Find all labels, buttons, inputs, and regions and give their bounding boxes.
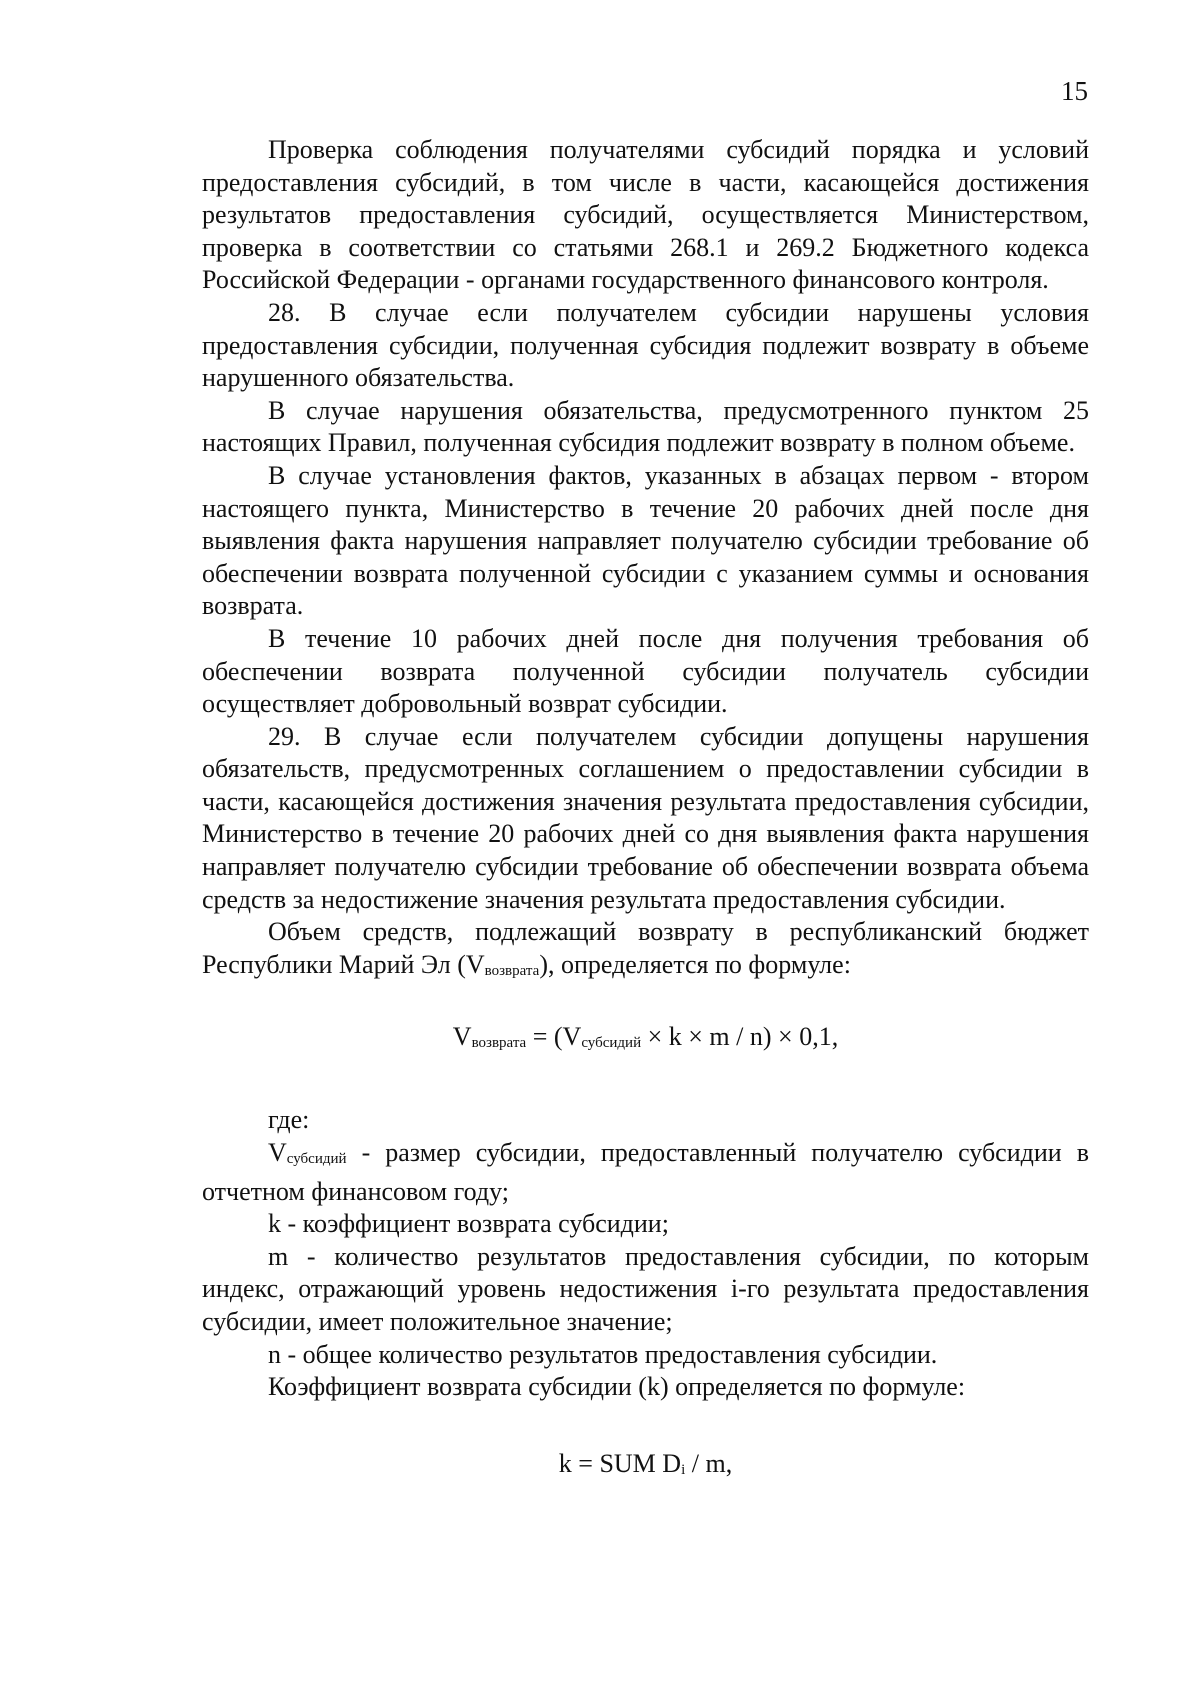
paragraph-item-28: 28. В случае если получателем субсидии нарушены условия предоставления субсидии, полученная субсидия подлежит возврату в объеме нарушенного обязательства. [202,297,1089,393]
paragraph-requirement-notice: В случае установления фактов, указанных в абзацах первом - втором настоящего пункта, Министерство в течение 20 рабочих дней после дня выявления факта нарушения направляет получателю субсидии требование об обеспечении возврата полученной субсидии с указанием суммы и основания возврата. [202,460,1089,621]
formula-symbol: V [268,1138,287,1168]
subscript: субсидий [286,1151,347,1168]
where-label: где: [268,1105,310,1135]
definition-text: - размер субсидии, предоставленный получателю субсидии в отчетном финансовом году; [202,1138,1089,1206]
text-segment: Объем средств, подлежащий возврату в республиканский бюджет Республики Марий Эл (V [202,917,1089,979]
definition-n: n - общее количество результатов предоставления субсидии. [268,1339,938,1369]
subscript: возврата [471,1035,527,1052]
formula-text: / m, [685,1448,733,1478]
paragraph-voluntary-return: В течение 10 рабочих дней после дня получения требования об обеспечении возврата полученной субсидии получатель субсидии осуществляет добровольный возврат субсидии. [202,623,1089,719]
paragraph-coefficient: Коэффициент возврата субсидии (k) определяется по формуле: [268,1372,966,1402]
subscript: i [681,1461,686,1478]
page-number: 15 [1061,76,1088,106]
paragraph-inspection: Проверка соблюдения получателями субсидий порядка и условий предоставления субсидий, в том числе в части, касающейся достижения результатов предоставления субсидий, осуществляется Министерством, проверка в соответствии со статьями 268.1 и 269.2 Бюджетного кодекса Российской Федерации - органами государственного финансового контроля. [202,135,1089,295]
paragraph-item-29: 29. В случае если получателем субсидии допущены нарушения обязательств, предусмотренных соглашением о предоставлении субсидии в части, касающейся достижения значения результата предоставления субсидии, Министерство в течение 20 рабочих дней со дня выявления факта нарушения направляет получателю субсидии требование об обеспечении возврата объема средств за недостижение значения результата предоставления субсидии. [202,721,1089,914]
subscript: субсидий [581,1035,642,1052]
paragraph-return-volume [202,916,1089,987]
formula-text: × k × m / n) × 0,1, [641,1022,839,1052]
formula-symbol: V [452,1022,472,1052]
formula-text: = (V [526,1022,582,1052]
subscript: возврата [484,962,540,979]
formula-return-volume [202,1021,1089,1059]
definition-m: m - количество результатов предоставления субсидии, по которым индекс, отражающий уровень недостижения i-го результата предоставления субсидии, имеет положительное значение; [202,1241,1089,1336]
definition-v-subsidy [202,1137,1089,1208]
definition-k: k - коэффициент возврата субсидии; [268,1209,669,1239]
document-body [202,134,1089,1486]
formula-coefficient [202,1448,1089,1486]
formula-text: k = SUM D [558,1448,682,1478]
paragraph-violation-item-25: В случае нарушения обязательства, предусмотренного пунктом 25 настоящих Правил, полученная субсидия подлежит возврату в полном объеме. [202,395,1089,458]
text-segment: ), определяется по формуле: [539,949,851,979]
